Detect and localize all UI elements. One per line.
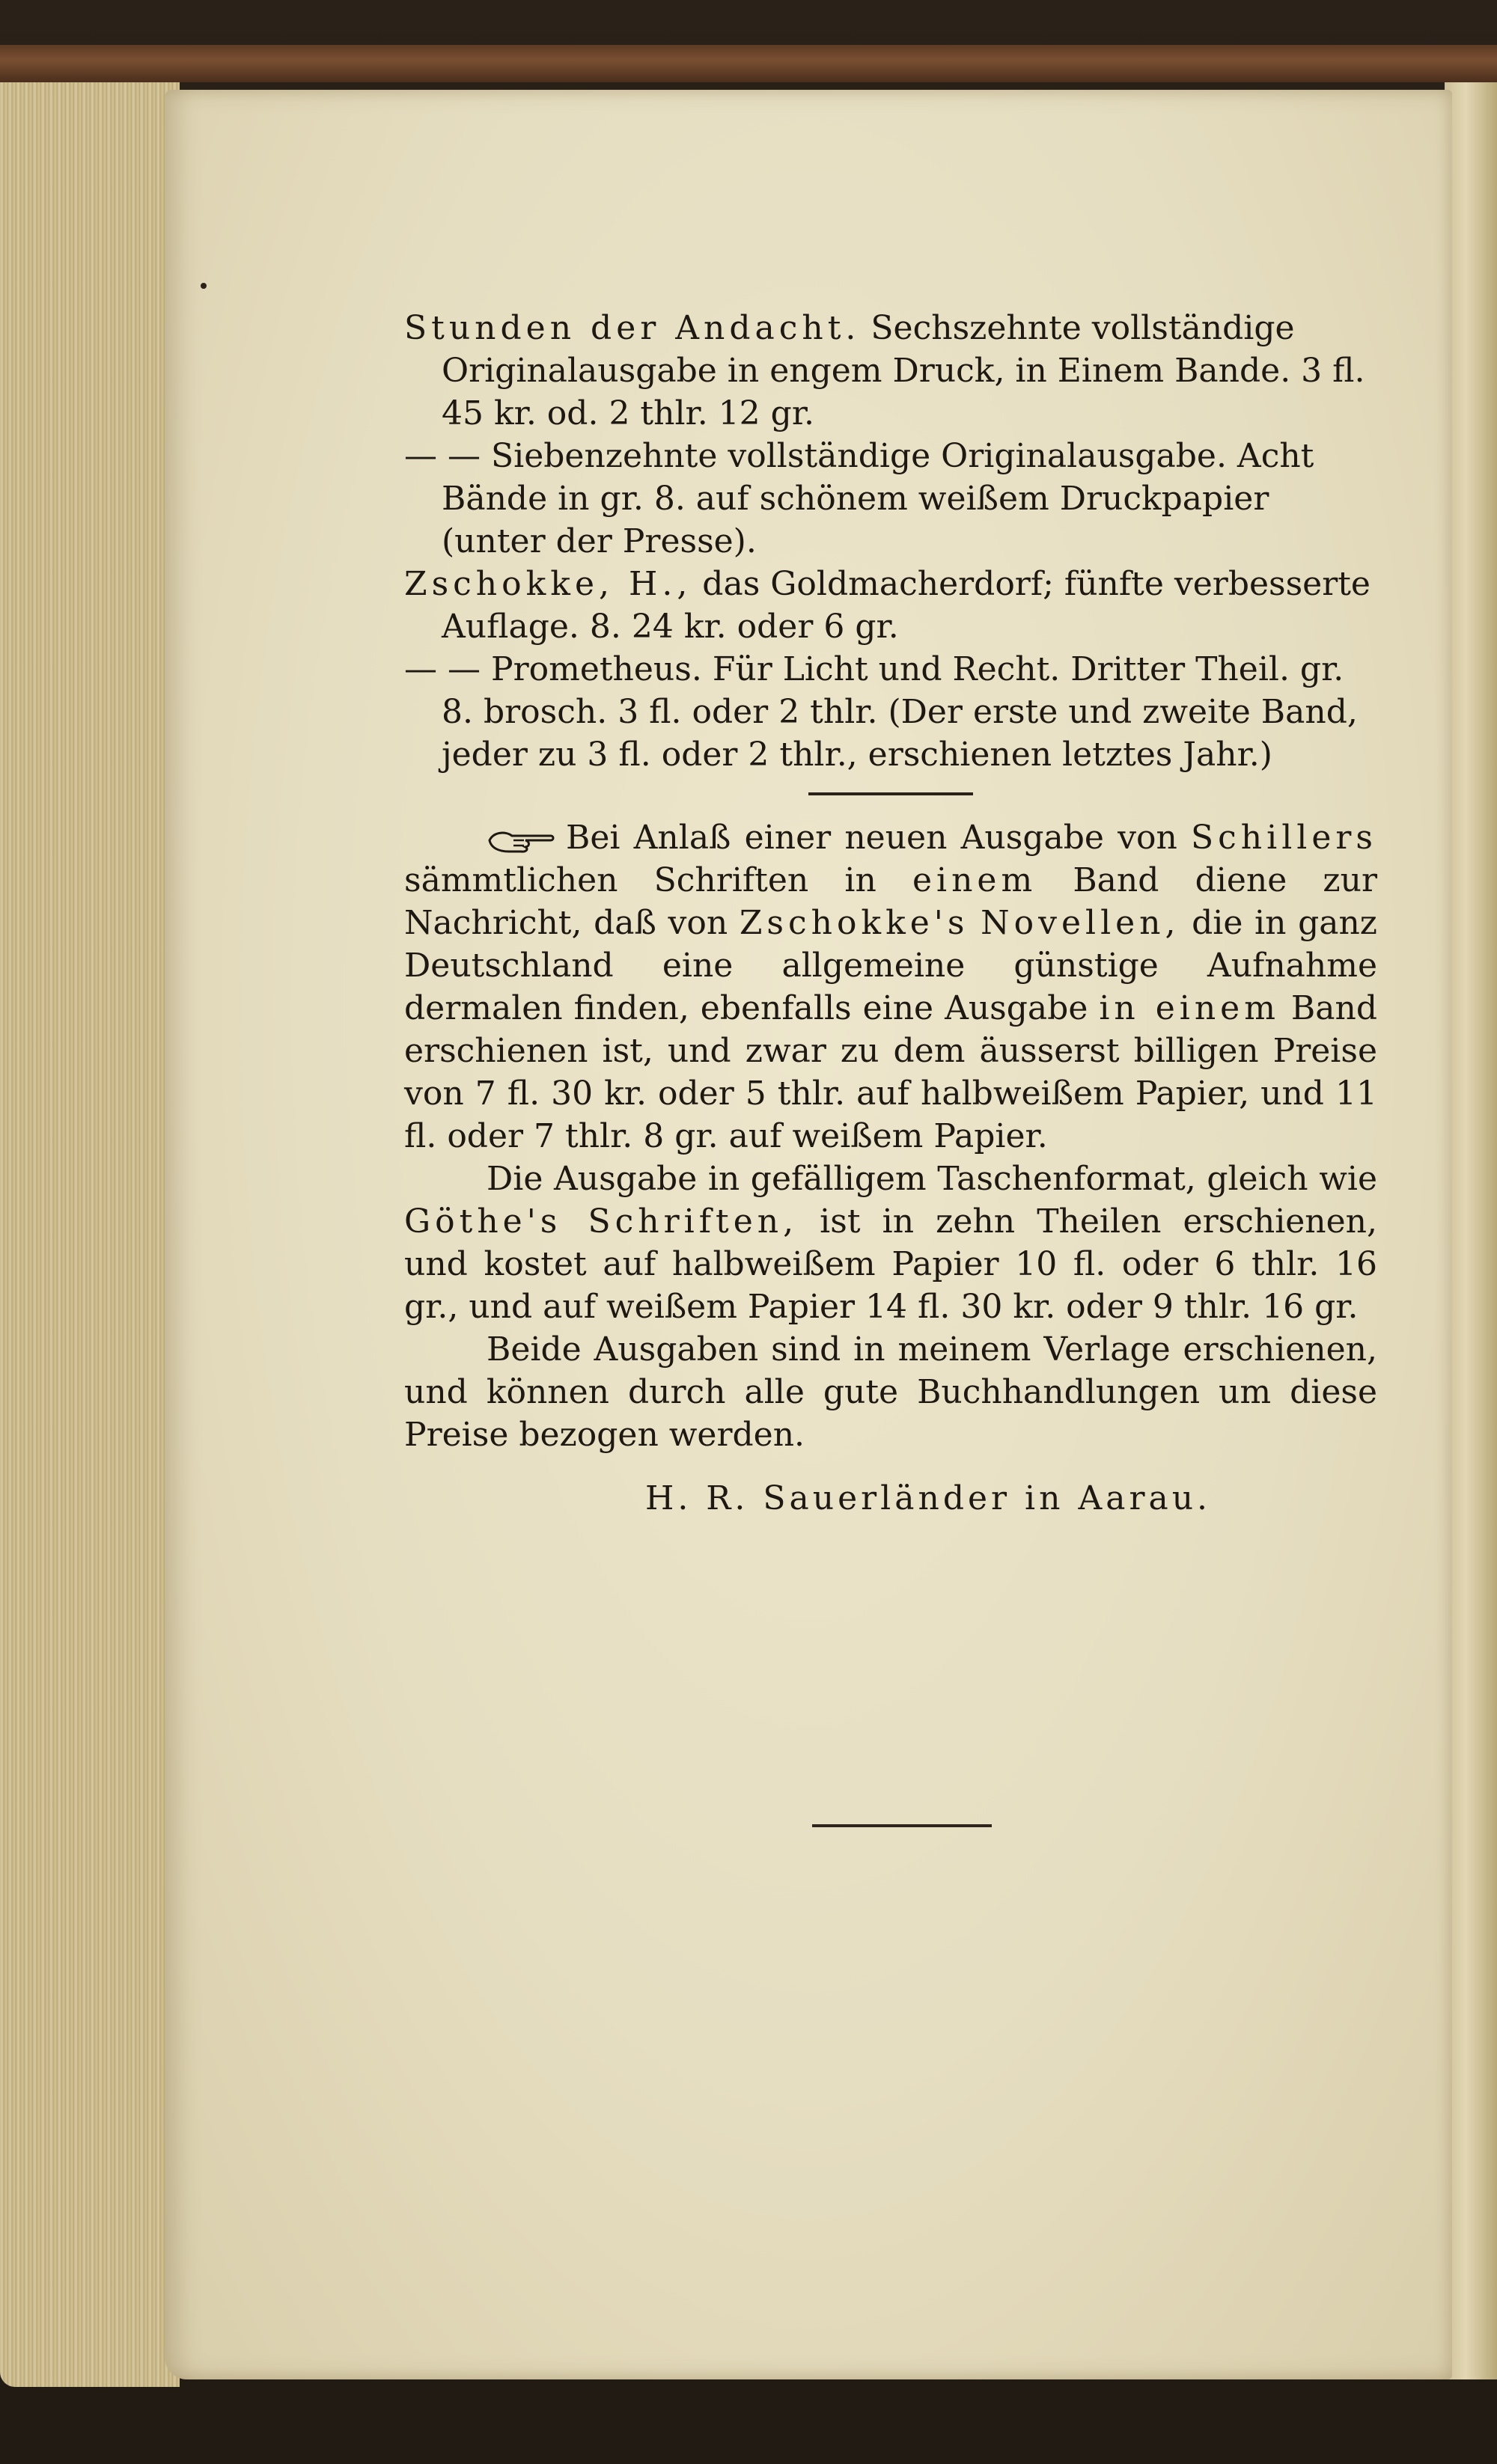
publisher-paragraph: Beide Ausgaben sind in meinem Verlage erschienen, und können durch alle gute Buchhandlungen um diese Preise bezogen werden. [404,1330,1377,1454]
entry-text: Prometheus. Für Licht und Recht. Dritter Theil. gr. 8. brosch. 3 fl. oder 2 thlr. (Der erste und zweite Band, jeder zu 3 fl. oder 2 thlr., erschienen letztes Jahr.) [442,650,1358,774]
para2-a: Die Ausgabe in gefälligem Taschenformat, gleich wie [487,1160,1377,1198]
book-cover-edge [0,45,1497,82]
closing-divider [812,1824,992,1827]
format-paragraph [404,1158,1377,1328]
notice-schiller: Schillers [1191,819,1377,857]
page-text [404,307,1377,1553]
entry-dash: — — [404,437,481,475]
notice-part4: Band erschienen ist, und zwar zu dem äusserst billigen Preise von 7 fl. 30 kr. oder 5 thlr. auf halbweißem Papier, und 11 fl. oder 7 thlr. 8 gr. auf weißem Papier. [404,989,1377,1155]
entry-text: Siebenzehnte vollständige Originalausgabe. Acht Bände in gr. 8. auf schönem weißem Druckpapier (unter der Presse). [442,437,1314,560]
notice-zschokke: Zschokke's [739,904,969,942]
facing-page-edge [1445,82,1497,2379]
entry-text: das Goldmacherdorf; fünfte verbesserte Auflage. 8. 24 kr. oder 6 gr. [442,565,1371,646]
notice-part3: die in ganz Deutschland eine allgemeine günstige Aufnahme dermalen finden, ebenfalls eine Ausgabe [404,904,1377,1027]
entry-dash: — — [404,650,481,688]
page-stack-edges [0,82,180,2387]
notice-novellen: Novellen, [981,904,1180,942]
notice-einem: einem [912,861,1037,899]
ink-dot [201,283,207,289]
entry-prometheus [404,648,1377,776]
entry-goldmacherdorf [404,563,1377,648]
notice-paragraph [404,816,1377,1158]
pointing-hand-icon [487,827,555,854]
notice-goethe: Göthe's Schriften, [404,1202,799,1241]
notice-lead: Bei Anlaß einer neuen Ausgabe von [566,819,1177,857]
notice-part1: sämmtlichen Schriften in [404,861,912,899]
section-divider [808,792,973,795]
entry-title: Stunden der Andacht. [404,309,861,347]
para2-b: ist in zehn Theilen erschienen, und kostet auf halbweißem Papier 10 fl. oder 6 thlr. 16 gr., und auf weißem Papier 14 fl. 30 kr. oder 9 thlr. 16 gr. [404,1202,1378,1326]
entry-title: Zschokke, H., [404,565,692,603]
notice-in-einem: in einem [1099,989,1280,1027]
entry-stunden-der-andacht [404,307,1377,435]
notice-part2: Band diene zur Nachricht, daß von [404,861,1377,942]
entry-text: Sechszehnte vollständige Originalausgabe in engem Druck, in Einem Bande. 3 fl. 45 kr. od. 2 thlr. 12 gr. [442,309,1365,432]
publisher-signature: H. R. Sauerländer in Aarau. [644,1479,1212,1517]
entry-siebenzehnte [404,435,1377,563]
